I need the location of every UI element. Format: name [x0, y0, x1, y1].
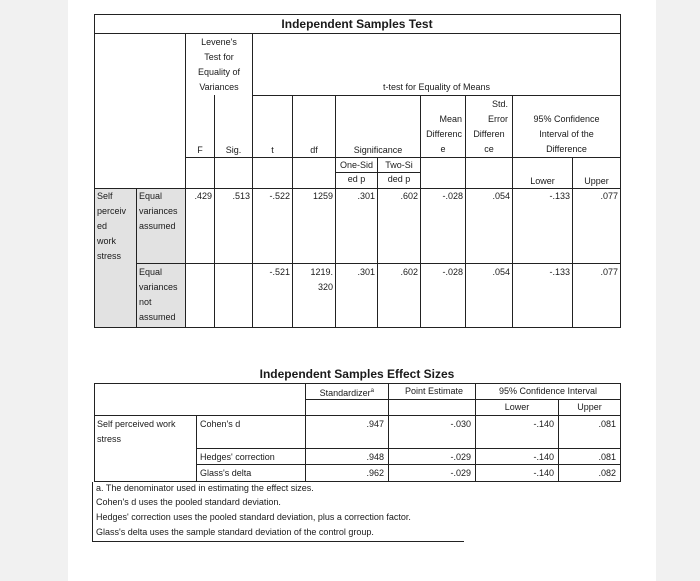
row2-t: -.521 — [269, 267, 290, 277]
col-t: t — [271, 145, 274, 155]
row-var-4: work — [97, 236, 117, 246]
col-ci-2: Interval of the — [539, 129, 594, 139]
row-var-cell-2 — [94, 263, 136, 327]
col-mean-diff-3: e — [440, 144, 446, 154]
col-F: F — [197, 145, 203, 155]
glass-label: Glass's delta — [200, 468, 252, 478]
hedges-standardizer: .948 — [366, 452, 384, 462]
col-ci-3: Difference — [546, 144, 587, 154]
col-standardizer: Standardizer$^a$ — [319, 388, 374, 398]
row1-upper: .077 — [600, 191, 618, 201]
row2-label-4: assumed — [139, 312, 176, 322]
col-two-sided-1: Two-Si — [385, 160, 413, 170]
row1-one-p: .301 — [357, 191, 375, 201]
row1-mean-diff: -.028 — [442, 191, 463, 201]
row2-std-err: .054 — [492, 267, 510, 277]
row1-F: .429 — [194, 191, 212, 201]
cohens-d-upper: .081 — [598, 419, 616, 429]
col-ci-effect: 95% Confidence Interval — [498, 386, 598, 396]
effect-table-title: Independent Samples Effect Sizes — [259, 367, 455, 381]
cohens-d-lower: -.140 — [533, 419, 554, 429]
col-sig: Sig. — [225, 145, 242, 155]
test-table-title: Independent Samples Test — [281, 17, 433, 31]
row2-one-p: .301 — [357, 267, 375, 277]
row2-label-3: not — [139, 297, 152, 307]
row2-two-p: .602 — [400, 267, 418, 277]
row-var-3: ed — [97, 221, 108, 231]
cohens-d-label: Cohen's d — [200, 419, 241, 429]
levene-header-2: Test for — [204, 52, 234, 62]
glass-standardizer: .962 — [366, 468, 384, 478]
col-mean-diff-2: Differenc — [426, 129, 462, 139]
footnote-3: Hedges' correction uses the pooled standard deviation, plus a correction factor. — [96, 512, 411, 522]
row1-std-err: .054 — [492, 191, 510, 201]
row2-lower: -.133 — [549, 267, 570, 277]
levene-header-4: Variances — [199, 82, 239, 92]
row1-label-3: assumed — [139, 221, 176, 231]
col-two-sided-2: ded p — [387, 174, 411, 184]
cohens-d-point: -.030 — [450, 419, 471, 429]
col-significance: Significance — [353, 145, 403, 155]
col-ci-1: 95% Confidence — [533, 114, 600, 124]
col-lower-effect: Lower — [504, 402, 530, 412]
row1-label-2: variances — [139, 206, 178, 216]
row2-df-2: 320 — [317, 282, 333, 292]
row2-mean-diff: -.028 — [442, 267, 463, 277]
col-lower: Lower — [530, 176, 555, 186]
col-std-err-3: Differen — [473, 129, 505, 139]
hedges-lower: -.140 — [533, 452, 554, 462]
row1-label-1: Equal — [139, 191, 163, 201]
row-var-2: perceiv — [97, 206, 127, 216]
col-mean-diff-1: Mean — [439, 114, 462, 124]
levene-header-1: Levene's — [201, 37, 237, 47]
glass-point: -.029 — [450, 468, 471, 478]
row-var-1: Self — [97, 191, 113, 201]
col-point-estimate: Point Estimate — [404, 386, 463, 396]
row2-label-2: variances — [139, 282, 178, 292]
hedges-label: Hedges' correction — [200, 452, 275, 462]
ttest-header: t-test for Equality of Means — [382, 82, 491, 92]
col-upper: Upper — [584, 176, 609, 186]
cohens-d-standardizer: .947 — [366, 419, 384, 429]
row-var-5: stress — [97, 251, 122, 261]
col-std-err-2: Error — [488, 114, 508, 124]
effect-row-var-2: stress — [97, 434, 122, 444]
levene-header-3: Equality of — [197, 67, 241, 77]
row2-df-1: 1219. — [310, 267, 333, 277]
row1-sig: .513 — [232, 191, 250, 201]
footnote-4: Glass's delta uses the sample standard deviation of the control group. — [96, 527, 374, 537]
col-std-err-4: ce — [484, 144, 494, 154]
effect-row-var-1: Self perceived work — [97, 419, 176, 429]
row2-upper: .077 — [600, 267, 618, 277]
col-std-err-1: Std. — [491, 99, 508, 109]
footnote-2: Cohen's d uses the pooled standard deviation. — [96, 497, 281, 507]
col-df: df — [310, 145, 318, 155]
row1-df: 1259 — [312, 191, 333, 201]
row1-lower: -.133 — [549, 191, 570, 201]
footnote-1: a. The denominator used in estimating the effect sizes. — [96, 483, 314, 493]
col-one-sided-1: One-Sid — [339, 160, 374, 170]
col-one-sided-2: ed p — [347, 174, 366, 184]
col-standardizer-footnote-mark: a — [370, 388, 374, 394]
row1-t: -.522 — [269, 191, 290, 201]
row1-two-p: .602 — [400, 191, 418, 201]
row2-label-1: Equal — [139, 267, 163, 277]
hedges-upper: .081 — [598, 452, 616, 462]
glass-upper: .082 — [598, 468, 616, 478]
glass-lower: -.140 — [533, 468, 554, 478]
col-upper-effect: Upper — [577, 402, 602, 412]
hedges-point: -.029 — [450, 452, 471, 462]
